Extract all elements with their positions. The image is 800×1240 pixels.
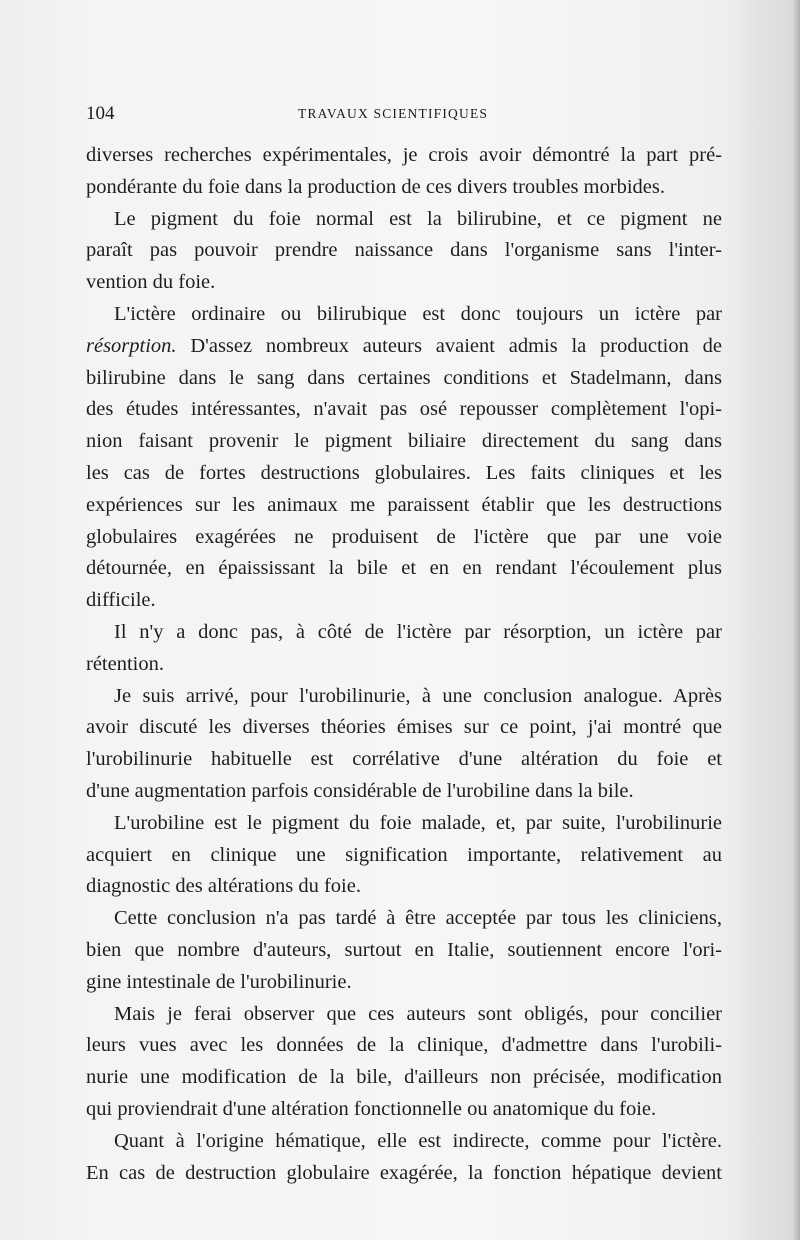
running-head: TRAVAUX SCIENTIFIQUES (298, 106, 489, 121)
text-line: acquiert en clinique une signification importante, relativement au (86, 843, 722, 866)
text-line: expériences sur les animaux me paraissent établir que les destructions (86, 493, 722, 516)
text-line: En cas de destruction globulaire exagérée, la fonction hépatique devient (86, 1161, 722, 1184)
text-line: L'ictère ordinaire ou bilirubique est donc toujours un ictère par (114, 302, 722, 325)
text-line: Quant à l'origine hématique, elle est indirecte, comme pour l'ictère. (114, 1129, 722, 1152)
text-segment: D'assez nombreux auteurs avaient admis la production de (176, 334, 722, 357)
text-line: nion faisant provenir le pigment biliaire directement du sang dans (86, 430, 722, 453)
text-line: leurs vues avec les données de la clinique, d'admettre dans l'urobili- (86, 1034, 722, 1057)
text-line: rétention. (86, 652, 164, 675)
italic-term: résorption. (86, 334, 177, 357)
text-line: bilirubine dans le sang dans certaines conditions et Stadelmann, dans (86, 366, 722, 389)
text-line: détournée, en épaississant la bile et en en rendant l'écoulement plus (86, 557, 722, 580)
text-line: les cas de fortes destructions globulaires. Les faits cliniques et les (86, 461, 722, 484)
body-text (86, 140, 722, 1189)
text-line: l'urobilinurie habituelle est corrélative d'une altération du foie et (86, 748, 722, 771)
text-line: Cette conclusion n'a pas tardé à être acceptée par tous les cliniciens, (114, 907, 722, 930)
text-line: avoir discuté les diverses théories émises sur ce point, j'ai montré que (86, 716, 722, 739)
text-line: pondérante du foie dans la production de ces divers troubles morbides. (86, 175, 665, 198)
page-header (86, 103, 722, 129)
text-line: d'une augmentation parfois considérable de l'urobiline dans la bile. (86, 779, 634, 802)
page-edge-shadow (792, 0, 800, 1240)
text-line: qui proviendrait d'une altération fonctionnelle ou anatomique du foie. (86, 1097, 657, 1120)
text-line: difficile. (86, 589, 156, 612)
text-line: paraît pas pouvoir prendre naissance dans l'organisme sans l'inter- (86, 239, 722, 262)
text-line: globulaires exagérées ne produisent de l'ictère que par une voie (86, 525, 722, 548)
text-line (86, 331, 722, 363)
text-line: L'urobiline est le pigment du foie malade, et, par suite, l'urobilinurie (114, 811, 722, 834)
text-line: Je suis arrivé, pour l'urobilinurie, à une conclusion analogue. Après (114, 684, 722, 707)
text-line: Mais je ferai observer que ces auteurs sont obligés, pour concilier (114, 1002, 722, 1025)
text-line: diagnostic des altérations du foie. (86, 875, 361, 898)
text-line: nurie une modification de la bile, d'ailleurs non précisée, modification (86, 1066, 722, 1089)
text-line: Il n'y a donc pas, à côté de l'ictère par résorption, un ictère par (114, 620, 722, 643)
text-line: vention du foie. (86, 271, 216, 294)
page-number: 104 (86, 103, 115, 124)
text-line: gine intestinale de l'urobilinurie. (86, 970, 352, 993)
text-line: diverses recherches expérimentales, je crois avoir démontré la part pré- (86, 144, 722, 166)
text-line: bien que nombre d'auteurs, surtout en Italie, soutiennent encore l'ori- (86, 938, 722, 961)
text-line: Le pigment du foie normal est la bilirubine, et ce pigment ne (114, 207, 722, 230)
text-line: des études intéressantes, n'avait pas osé repousser complètement l'opi- (86, 398, 722, 421)
